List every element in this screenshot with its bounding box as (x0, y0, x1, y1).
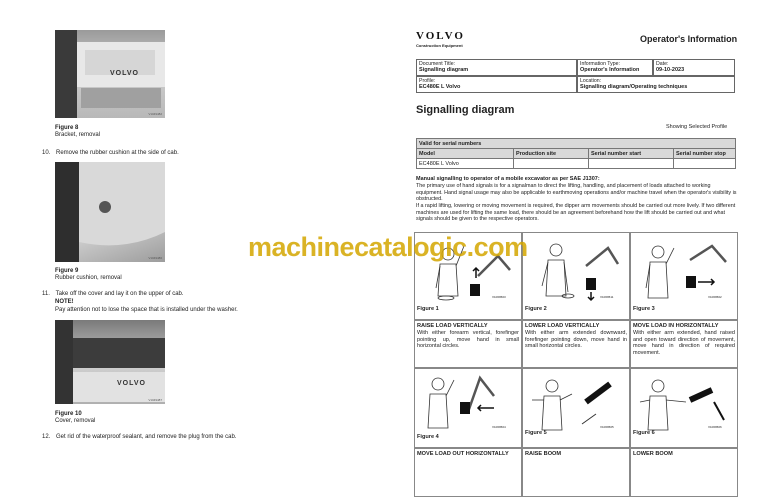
info-type-cell (577, 59, 653, 76)
signal-description: With either arm extended, hand raised and open toward direction of movement, move hand in direction of required movement. (633, 330, 735, 356)
intro-paragraph-2: If a rapid lifting, lowering or moving movement is required, the dipper arm movements should be carried out more lively. If two different machines are used for lifting the same load, there should be an agreement beforehand how the lift should be carried out and what signals should be given to the respective operators. (416, 203, 736, 222)
info-type-label: Information Type: (580, 61, 620, 67)
signals-grid (414, 232, 738, 497)
figure-10-photo (55, 320, 165, 404)
signal-illustration-lower-boom (634, 372, 734, 432)
figure-6-label: Figure 6 (633, 430, 655, 436)
signal-title: RAISE LOAD VERTICALLY (417, 323, 488, 329)
table-cell (514, 159, 589, 169)
date-value: 09-10-2023 (656, 67, 685, 73)
doc-title-value: Signalling diagram (419, 67, 469, 73)
signal-title: MOVE LOAD OUT HORIZONTALLY (417, 451, 509, 457)
figure-10-caption: Cover, removal (55, 418, 96, 424)
column-header: Serial number start (589, 149, 674, 159)
image-id: V1069502 (708, 295, 722, 299)
photo-volvo-text: VOLVO (110, 70, 139, 77)
column-header: Model (417, 149, 514, 159)
location-value: Signalling diagram/Operating techniques (580, 84, 688, 90)
table-row (417, 159, 736, 169)
figure-1-label: Figure 1 (417, 306, 439, 312)
signal-description: With either arm extended downward, forefinger pointing down, move hand in small horizontal circles. (525, 330, 627, 350)
step-number: 12. (42, 434, 51, 440)
column-header: Production site (514, 149, 589, 159)
figure-2-label: Figure 2 (525, 306, 547, 312)
signal-illustration-lower-load (526, 236, 626, 304)
location-cell (577, 76, 735, 93)
figure-5-label: Figure 5 (525, 430, 547, 436)
image-id: V1069505 (600, 425, 614, 429)
step-number: 10. (42, 150, 51, 156)
watermark: machinecatalogic.com (248, 232, 528, 262)
step-number: 11. (42, 291, 50, 297)
profile-label: Profile: (419, 78, 436, 84)
signal-illustration-move-out (418, 372, 518, 432)
note-label: NOTE! (55, 299, 74, 305)
showing-profile: Showing Selected Profile (666, 124, 728, 130)
step-text: Remove the rubber cushion at the side of cab. (56, 150, 179, 156)
figure-9-photo (55, 162, 165, 262)
step-text: Take off the cover and lay it on the upper of cab. (55, 291, 184, 297)
figure-8-photo (55, 30, 165, 118)
figure-4-label: Figure 4 (417, 434, 439, 440)
image-id: V1069503 (492, 295, 506, 299)
logo-subtitle: Construction Equipment (416, 43, 463, 48)
image-id: V1049487 (148, 398, 162, 402)
doc-title-cell (416, 59, 577, 76)
profile-cell (416, 76, 577, 93)
note-text: Pay attention not to lose the space that is installed under the washer. (55, 307, 238, 313)
step-11 (42, 291, 184, 297)
profile-value: EC480E L Volvo (419, 84, 461, 90)
table-cell (589, 159, 674, 169)
volvo-logo: VOLVO (416, 30, 465, 42)
photo-volvo-text: VOLVO (117, 380, 146, 387)
step-text: Get rid of the waterproof sealant, and remove the plug from the cab. (56, 434, 237, 440)
image-id: V1049486 (148, 256, 162, 260)
figure-8-title: Figure 8 (55, 125, 79, 131)
image-id: V1049482 (148, 112, 162, 116)
date-cell (653, 59, 735, 76)
figure-10-title: Figure 10 (55, 411, 82, 417)
signal-illustration-raise-boom (526, 372, 626, 432)
table-cell: EC480E L Volvo (417, 159, 514, 169)
image-id: V1069506 (708, 425, 722, 429)
serial-table-caption: Valid for serial numbers (417, 139, 736, 149)
signal-illustration-move-in (634, 236, 734, 304)
doc-title-label: Document Title: (419, 61, 456, 67)
date-label: Date: (656, 61, 669, 67)
step-10 (42, 150, 179, 156)
rubber-cushion-graphic (55, 162, 165, 262)
figure-9-title: Figure 9 (55, 268, 79, 274)
location-label: Location: (580, 78, 602, 84)
page-heading: Signalling diagram (416, 104, 515, 116)
figure-8-caption: Bracket, removal (55, 132, 101, 138)
table-cell (674, 159, 736, 169)
header-title: Operator's Information (640, 34, 738, 44)
serial-number-table (416, 138, 736, 169)
step-12 (42, 434, 236, 440)
intro-title: Manual signalling to operator of a mobile excavator as per SAE J1307: (416, 176, 600, 182)
image-id: V1069511 (600, 295, 614, 299)
cover-photo-graphic (55, 320, 165, 404)
signal-title: LOWER LOAD VERTICALLY (525, 323, 600, 329)
image-id: V1069504 (492, 425, 506, 429)
figure-3-label: Figure 3 (633, 306, 655, 312)
intro-paragraph-1: The primary use of hand signals is for a signalman to direct the lifting, handling, and placement of loads attached to working equipment. Hand signal usage may also be applicable to earthmoving operations and/or machine travel when the operator's visibility is obstructed. (416, 183, 737, 202)
figure-9-caption: Rubber cushion, removal (55, 275, 122, 281)
signal-description: With either forearm vertical, forefinger pointing up, move hand in small horizontal circles. (417, 330, 519, 350)
signal-title: RAISE BOOM (525, 451, 562, 457)
signal-title: MOVE LOAD IN HORIZONTALLY (633, 323, 719, 329)
info-type-value: Operator's Information (580, 67, 640, 73)
signal-title: LOWER BOOM (633, 451, 673, 457)
column-header: Serial number stop (674, 149, 736, 159)
